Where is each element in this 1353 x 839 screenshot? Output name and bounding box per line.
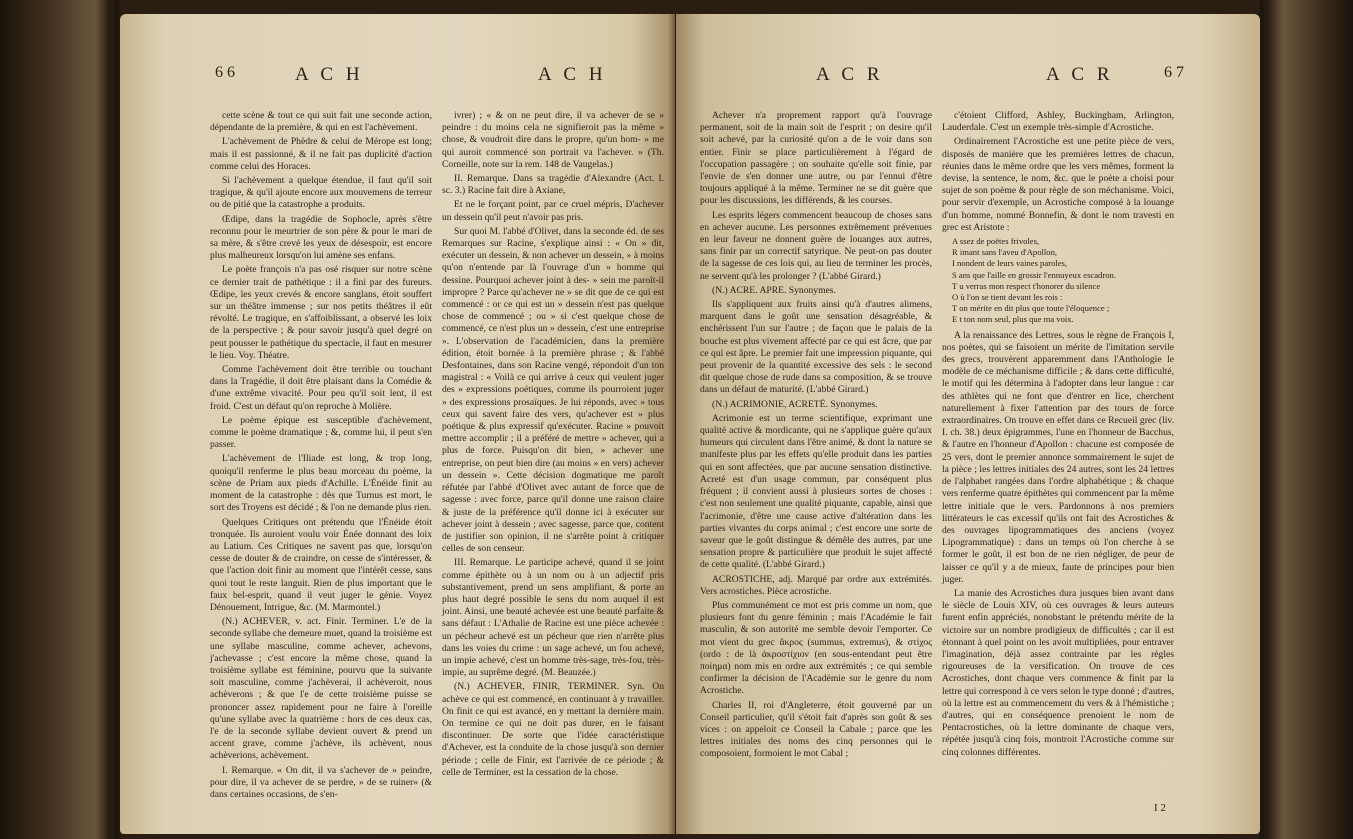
verse-line: I nondent de leurs vaines paroles, [952, 258, 1068, 269]
paragraph: Le poète françois n'a pas osé risquer sur notre scène ce dernier trait de pathétique : il a fini par des fureurs. Œdipe, les yeux crevés & encore sanglans, étoit souffert sur un théâtre immense ; sur nos petits théâtres il eût révolté. Le tragique, en s'affoiblissant, a observé les loix de la perspective ; & pour savoir jusqu'à quel degré on peut pousser le pathétique du spectacle, il faut en mesurer le lieu. Voy. Théatre. [210, 264, 432, 361]
right-column-1 [700, 110, 932, 763]
paragraph: Charles II, roi d'Angleterre, étoit gouverné par un Conseil particulier, qu'il s'étoit fait d'après son goût & ses vices : on appeloit ce Conseil la Cabale ; parce que les lettres initiales des noms des cinq personnes qui le composoient, formoient le mot Cabal ; [700, 699, 932, 760]
page-number: 66 [215, 64, 239, 81]
verse-line: E t ton nom seul, plus que ma voix. [952, 314, 1074, 325]
left-column-2 [442, 110, 664, 781]
paragraph: ACROSTICHE, adj. Marqué par ordre aux extrémités. Vers acrostiches. Pièce acrostiche. [700, 573, 932, 597]
paragraph: Les esprits légers commencent beaucoup de choses sans en achever aucune. Les personnes extrêmement prévenues en leur faveur ne donnent guère de louanges aux autres, sans finir par un correctif satyrique. Ne peut-on pas douter de la sagesse de ces lois qui, au lieu de terminer les procès, ne servent qu'à les prolonger ? (L'abbé Girard.) [700, 209, 932, 282]
verse-line: T on mérite en dit plus que toute l'éloquence ; [952, 303, 1110, 314]
running-head: A C R [816, 64, 884, 85]
paragraph: L'achèvement de Phèdre & celui de Mérope est long; mais il est passionné, & il ne fait pas duplicité d'action comme celui des Horaces. [210, 136, 432, 172]
paragraph: Sur quoi M. l'abbé d'Olivet, dans la seconde éd. de ses Remarques sur Racine, s'explique ainsi : « On » dit, exécuter un dessein, & non achever un dessein, » à moins qu'on n'entende par là l'ouvrage d'un » homme qui dessine. Pourquoi achever joint à des- » sein me paroît-il impropre ? Parce qu'achever ne » se dit que de ce qui est commencé : or ce qui est un » dessein n'est pas quelque chose de commencé ; ou » si c'est quelque chose de commencé, ce n'est plus un » dessein, c'est une entreprise ». L'observation de l'académicien, dans la première édition, étoit bornée à la première phrase ; & l'abbé Desfontaines, dans son Racine vengé, répondoit d'un ton magistral : « Voilà ce qui arrive à ceux qui veulent juger des » expressions poétiques, comme ils pourroient juger » des expressions prosaïques. Je lui réponds, avec » tous ceux qui savent faire des vers, qu'achever est » plus poétique & plus expressif qu'exécuter. Racine » pouvoit mettre accomplir ; il a préféré de mettre » achever, qui a plus de force. Puisqu'on dit bien, » achever une entreprise, on peut bien dire (au moins » en vers) achever un dessein ». Cette décision dogmatique me paroît réfutée par l'abbé d'Olivet avec autant de force que de sagesse : avec force, parce qu'il donne une raison claire & juste de la préférence qu'il donne ici à exécuter sur achever joint à dessein ; avec sagesse, parce que, content de justifier son opinion, il ne s'arrête point à critiquer celles de son censeur. [442, 225, 664, 555]
paragraph: Le poème épique est susceptible d'achèvement, comme le poème dramatique ; &, comme lui, il peut s'en passer. [210, 414, 432, 451]
verse-line: T u verras mon respect t'honorer du silence [952, 280, 1101, 291]
acrostic-verse [952, 236, 1174, 326]
paragraph: (N.) ACRIMONIE, ACRETÉ. Synonymes. [712, 398, 878, 410]
verse-line: S ans que l'aille en grossir l'ennuyeux escadron. [952, 269, 1116, 280]
paragraph: A la renaissance des Lettres, sous le règne de François I, nos poètes, qui se faisoient un mérite de l'imitation servile des grecs, trouvèrent apparemment dans l'Anthologie le modèle de ce méchanisme difficile ; & dans cette difficulté, le motif qui les détermina à l'adopter dans leur langue : car des athlètes qui ne font que d'entrer en lice, cherchent naturellement à fixer l'attention par des tours de force extraordinaires. On trouve en effet dans ce Recueil grec (liv. I. ch. 38.) deux épigrammes, l'une en l'honneur de Bacchus, & l'autre en l'honneur d'Apollon : chacune est composée de 25 vers, dont le premier annonce sommairement le sujet de la pièce ; les lettres initiales des 24 autres, sont les 24 lettres de l'alphabet rangées dans l'ordre alphabétique ; & chaque vers renferme quatre épithètes qui commencent par la même lettre initiale que le vers. Pardonnons à nos premiers littérateurs le cas excessif qu'ils ont fait des Acrostiches & des ouvrages lipogrammatiques des anciens (voyez Lipogrammatique) : dans un temps où l'on cherche à se former le goût, il est bon de ne rien négliger, de peur de laisser ce qu'il y a de mieux, faute de principes pour bien juger. [942, 329, 1174, 585]
paragraph: Achever n'a proprement rapport qu'à l'ouvrage permanent, soit de la main soit de l'esprit ; on desire qu'il soit achevé, par la curiosité qu'on a de le voir dans son entier. Finir se place particulièrement à l'égard de l'occupation passagère ; on souhaite qu'elle soit finie, par l'envie de s'en donner une autre, ou par l'ennui d'être toujours appliqué à la même. Terminer ne se dit guère que pour les discussions, les différends, & les courses. [700, 110, 932, 207]
paragraph: ivrer) ; « & on ne peut dire, il va achever de se » peindre : du moins cela ne signifieroit pas la même » chose, & voudroit dire dans le propre, qu'un hom- » me qui auroit commencé son portrait va l'achever. » (Th. Corneille, note sur la rem. 148 de Vaugelas.) [442, 110, 664, 170]
left-page [120, 14, 675, 834]
paragraph: Comme l'achèvement doit être terrible ou touchant dans la Tragédie, il doit être plaisant dans la Comédie & d'une extrême vivacité. Pour peu qu'il soit lent, il est froid. C'est un défaut qu'on reproche à Molière. [210, 364, 432, 412]
paragraph: La manie des Acrostiches dura jusques bien avant dans le siècle de Louis XIV, où ces ouvrages & leurs auteurs furent enfin appréciés, nonobstant le prétendu mérite de la victoire sur un nombre prodigieux de difficultés ; car il est étonnant à quel point on les avoit multipliées, pour entraver l'imagination, déjà assez contrainte par les règles rigoureuses de la versification. On trouve de ces Acrostiches, dont chaque vers commence & finit par la lettre qui correspond à ce vers selon le type donné ; d'autres, où la lettre est au commencement du vers & à l'hémistiche ; d'autres, qui en conséquence prenoient le nom de Pentacrostiches, où la lettre dominante de chaque vers, répétée jusqu'à cinq fois, montroit l'Acrostiche comme sur cinq colonnes différentes. [942, 587, 1174, 758]
paragraph: II. Remarque. Dans sa tragédie d'Alexandre (Act. I. sc. 3.) Racine fait dire à Axiane, [442, 173, 664, 197]
verse-line: A ssez de poëtes frivoles, [952, 236, 1040, 247]
paragraph: c'étoient Clifford, Ashley, Buckingham, Arlington, Lauderdale. C'est un exemple très-simple d'Acrostiche. [942, 110, 1174, 134]
paragraph: (N.) ACHEVER, v. act. Finir. Terminer. L'e de la seconde syllabe che demeure muet, quand la troisième est une syllabe masculine, comme achever, achevons, j'achevasse ; c'est encore la même chose, quand la troisième syllabe est féminine, pourvu que la suivante soit masculine, comme j'achèverai, il achèveroit, nous achèverons ; & que l'e de cette troisième puisse se prononcer assez rapidement pour ne faire à l'oreille qu'une syllabe avec la quatrième : hors de ces deux cas, l'e de la seconde syllabe devient ouvert & prend un accent grave, comme j'achève, ils achèvent, nous achèverions, achèvement. [210, 616, 432, 762]
paragraph: cette scène & tout ce qui suit fait une seconde action, dépendante de la première, & qui en est l'achèvement. [210, 110, 432, 134]
left-column-1 [210, 110, 432, 803]
paragraph: Et ne le forçant point, par ce cruel mépris, D'achever un dessein qu'il peut n'avoir pas pris. [442, 199, 664, 223]
verse-line: O ù l'on se tient devant les rois : [952, 292, 1063, 303]
right-page [676, 14, 1260, 834]
signature-mark: I 2 [1154, 802, 1166, 814]
paragraph: Ils s'appliquent aux fruits ainsi qu'à d'autres alimens, marquent dans le goût une sensation désagréable, & enchérissent l'un sur l'autre ; de façon que le palais de la bouche est plus vivement affecté par ce qui est âcre, que par ce qui est âpre. Le premier fait une impression piquante, qui peut provenir de la quantité excessive des sels : le second dit quelque chose de rude dans sa composition, & se trouve dans un défaut de maturité. (L'abbé Girard.) [700, 299, 932, 396]
paragraph: Acrimonie est un terme scientifique, exprimant une qualité active & mordicante, qui ne s'applique guère qu'aux humeurs qui circulent dans l'être animé, & dont la nature se manifeste plus par les effets qu'elle produit dans les parties qui en sont affectées, que par aucune sensation distinctive. Acreté est d'un usage commun, par conséquent plus fréquent ; il convient aussi à plusieurs sortes de choses : c'est non seulement une qualité piquante, capable, ainsi que l'acrimonie, d'être une cause active d'altération dans les parties vivantes du corps animal ; c'est encore une sorte de saveur que le goût distingue & démêle des autres, par une sensation propre & particulière que produit le sujet affecté de cette qualité. (L'abbé Girard.) [700, 412, 932, 571]
paragraph: L'achèvement de l'Iliade est long, & trop long, quoiqu'il renferme le plus beau morceau du poème, la scène de Priam aux pieds d'Achille. L'Énéide finit au moment de la catastrophe : dès que Turnus est mort, le sort des Troyens est décidé ; & l'on ne demande plus rien. [210, 453, 432, 514]
paragraph: Œdipe, dans la tragédie de Sophocle, après s'être reconnu pour le meurtrier de son père & pour le mari de sa mère, & s'être crevé les yeux de désespoir, est encore plus malheureux lorsqu'on lui amène ses enfans. [210, 213, 432, 262]
left-page-header [120, 64, 675, 94]
running-head: A C R [1046, 64, 1114, 85]
running-head: A C H [295, 64, 364, 85]
paragraph: (N.) ACHEVER, FINIR, TERMINER. Syn. On achève ce qui est commencé, en continuant à y travailler. On finit ce qui est avancé, en y mettant la dernière main. On termine ce qui ne doit pas durer, en le faisant discontinuer. De sorte que l'idée caractéristique d'Achever, est la conduite de la chose jusqu'à son dernier période ; celle de Finir, est l'arrivée de ce période ; & celle de Terminer, est la cessation de la chose. [442, 681, 664, 778]
paragraph: Plus communément ce mot est pris comme un nom, que plusieurs font du genre féminin ; mais l'Académie le fait masculin, & son autorité me semble devoir l'emporter. Ce mot vient du grec ἄκρος (summus, extremus), & στίχος (ordo : de là ἀκροστίχιον (en sous-entendant peut être ποίημα) nom mis en ordre aux extrémités ; ce qui semble confirmer la décision de l'Académie sur le genre du nom Acrostiche. [700, 599, 932, 697]
paragraph: Ordinairement l'Acrostiche est une petite pièce de vers, disposés de manière que les premières lettres de chacun, réunies dans le même ordre que les vers mêmes, forment la devise, la sentence, le nom, &c. que le poète a choisi pour sujet de son poème & pour règle de son méchanisme. Voici, pour servir d'exemple, un Acrostiche composé à la louange d'un homme, nommé Bonnefin, & dont le nom travesti en grec est Aristote : [942, 136, 1174, 233]
paragraph: Si l'achèvement a quelque étendue, il faut qu'il soit tragique, & qu'il ajoute encore aux mouvemens de terreur ou de pitié que la catastrophe a produits. [210, 175, 432, 211]
verse-line: R imant sans l'aveu d'Apollon, [952, 247, 1058, 258]
running-head: A C H [538, 64, 607, 85]
right-column-2 [942, 110, 1174, 761]
page-number: 67 [1164, 64, 1188, 81]
paragraph: I. Remarque. « On dit, il va s'achever de » peindre, pour dire, il va achever de se perdre, » de se ruiner» (& dans certaines occasions, de s'en- [210, 764, 432, 800]
paragraph: III. Remarque. Le participe achevé, quand il se joint comme épithète ou à un nom ou à un adjectif pris substantivement, prend un sens amplifiant, & porte au plus haut degré possible le sens du nom auquel il est joint. Ainsi, une beauté achevée est une beauté parfaite & sans défaut : L'Athalie de Racine est une pièce achevée : un pécheur achevé est un pécheur que rien n'arrête plus dans les voies du crime : un sage achevé, un fou achevé, un impie achevé, c'est un homme très-sage, très-fou, très-impie, au suprême degré. (M. Beauzée.) [442, 557, 664, 679]
paragraph: Quelques Critiques ont prétendu que l'Énéide étoit tronquée. Ils auroient voulu voir Énée donnant des loix au Latium. Ces Critiques ne savent pas que, lorsqu'on cesse de douter & de craindre, on cesse de s'intéresser, & que l'action doit finir au moment que l'intérêt cesse, sans quoi tout le reste languit. Rien de plus important que le faux bel-esprit, quand il veut juger le génie. Voyez Dénouement, Intrigue, &c. (M. Marmontel.) [210, 516, 432, 613]
right-page-header [676, 64, 1260, 94]
paragraph: (N.) ACRE. APRE. Synonymes. [712, 284, 836, 296]
